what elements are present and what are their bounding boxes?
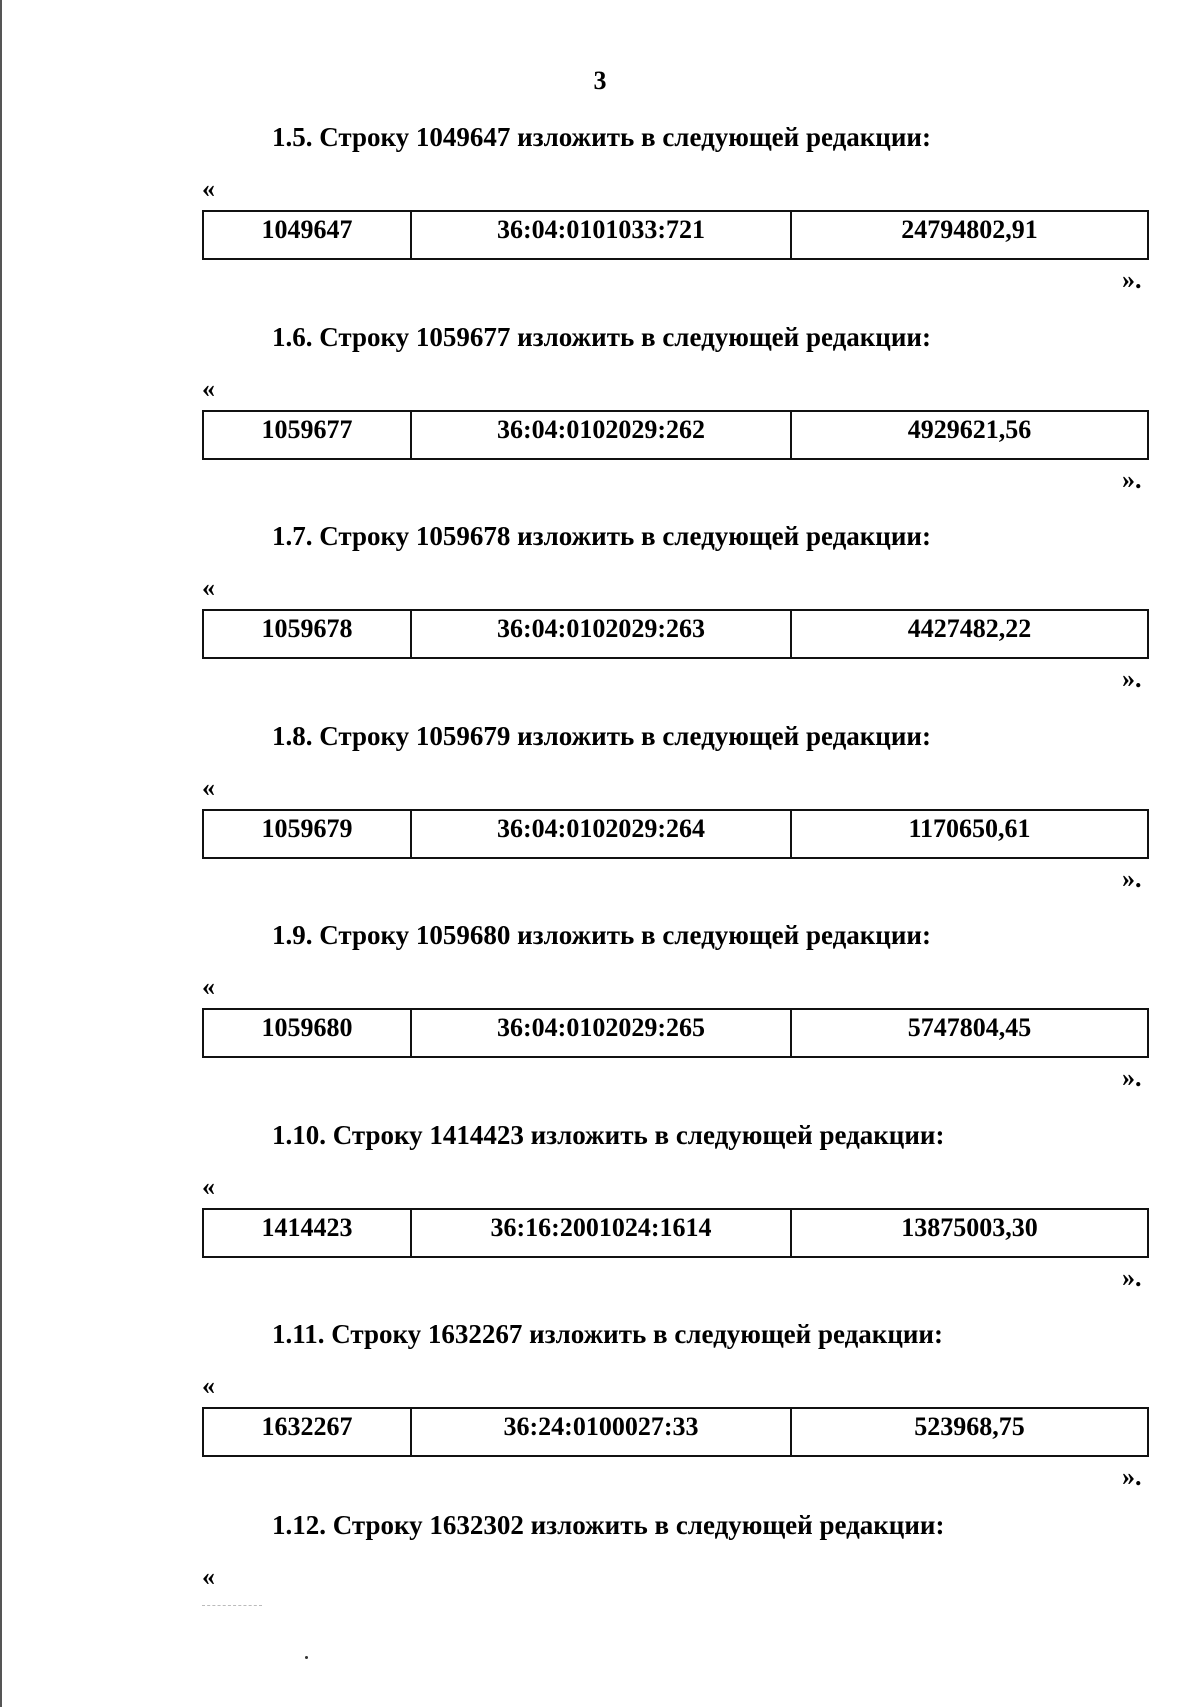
amendment-heading: 1.5. Строку 1049647 изложить в следующей редакции: [272,122,931,152]
amendment-heading: 1.12. Строку 1632302 изложить в следующей редакции: [272,1510,945,1540]
amendment-heading: 1.6. Строку 1059677 изложить в следующей редакции: [272,322,931,352]
close-quote: ». [1122,465,1142,494]
close-quote: ». [1122,1462,1142,1491]
close-quote: ». [1122,1063,1142,1092]
amendment-heading: 1.11. Строку 1632267 изложить в следующей редакции: [272,1319,943,1349]
cadastral-number-cell: 36:04:0102029:263 [412,611,792,657]
table-row [202,1008,1149,1058]
open-quote: « [202,1562,215,1591]
open-quote: « [202,1172,215,1201]
open-quote: « [202,174,215,203]
cadastral-number-cell: 36:24:0100027:33 [412,1409,792,1455]
cadastral-value-cell: 5747804,45 [907,1013,1032,1042]
final-amendment [0,1510,1200,1690]
cadastral-value-cell: 13875003,30 [901,1213,1038,1242]
close-quote: ». [1122,864,1142,893]
open-quote: « [202,573,215,602]
table-row [202,410,1149,460]
cadastral-number-cell: 36:04:0102029:264 [412,811,792,857]
cadastral-value-cell: 523968,75 [914,1412,1025,1441]
table-row [202,1407,1149,1457]
row-id-cell: 1059680 [204,1010,412,1056]
amendment-heading: 1.7. Строку 1059678 изложить в следующей редакции: [272,521,931,551]
row-id-cell: 1049647 [204,212,412,258]
amendment-block [0,322,1200,502]
cadastral-number-cell: 36:04:0101033:721 [412,212,792,258]
cadastral-value-cell: 4427482,22 [907,614,1032,643]
amendment-block [0,920,1200,1100]
amendment-block [0,721,1200,901]
amendment-block [0,521,1200,701]
amendment-heading: 1.9. Строку 1059680 изложить в следующей редакции: [272,920,931,950]
cadastral-value-cell: 4929621,56 [907,415,1032,444]
cadastral-number-cell: 36:04:0102029:265 [412,1010,792,1056]
cadastral-number-cell: 36:04:0102029:262 [412,412,792,458]
row-id-cell: 1414423 [204,1210,412,1256]
amendment-block [0,1319,1200,1499]
amendment-heading: 1.10. Строку 1414423 изложить в следующей редакции: [272,1120,945,1150]
table-row [202,609,1149,659]
scan-speck [305,1656,308,1659]
row-id-cell: 1059679 [204,811,412,857]
cadastral-value-cell: 1170650,61 [908,814,1031,843]
amendment-block [0,122,1200,302]
amendment-block [0,1120,1200,1300]
amendment-heading: 1.8. Строку 1059679 изложить в следующей редакции: [272,721,931,751]
open-quote: « [202,1371,215,1400]
row-id-cell: 1059678 [204,611,412,657]
table-row [202,1208,1149,1258]
page-number: 3 [593,66,607,95]
open-quote: « [202,773,215,802]
table-row [202,809,1149,859]
close-quote: ». [1122,1263,1142,1292]
row-id-cell: 1059677 [204,412,412,458]
table-row [202,210,1149,260]
close-quote: ». [1122,265,1142,294]
row-id-cell: 1632267 [204,1409,412,1455]
cadastral-number-cell: 36:16:2001024:1614 [412,1210,792,1256]
faint-scan-mark [202,1605,262,1606]
cadastral-value-cell: 24794802,91 [901,215,1038,244]
open-quote: « [202,374,215,403]
open-quote: « [202,972,215,1001]
close-quote: ». [1122,664,1142,693]
